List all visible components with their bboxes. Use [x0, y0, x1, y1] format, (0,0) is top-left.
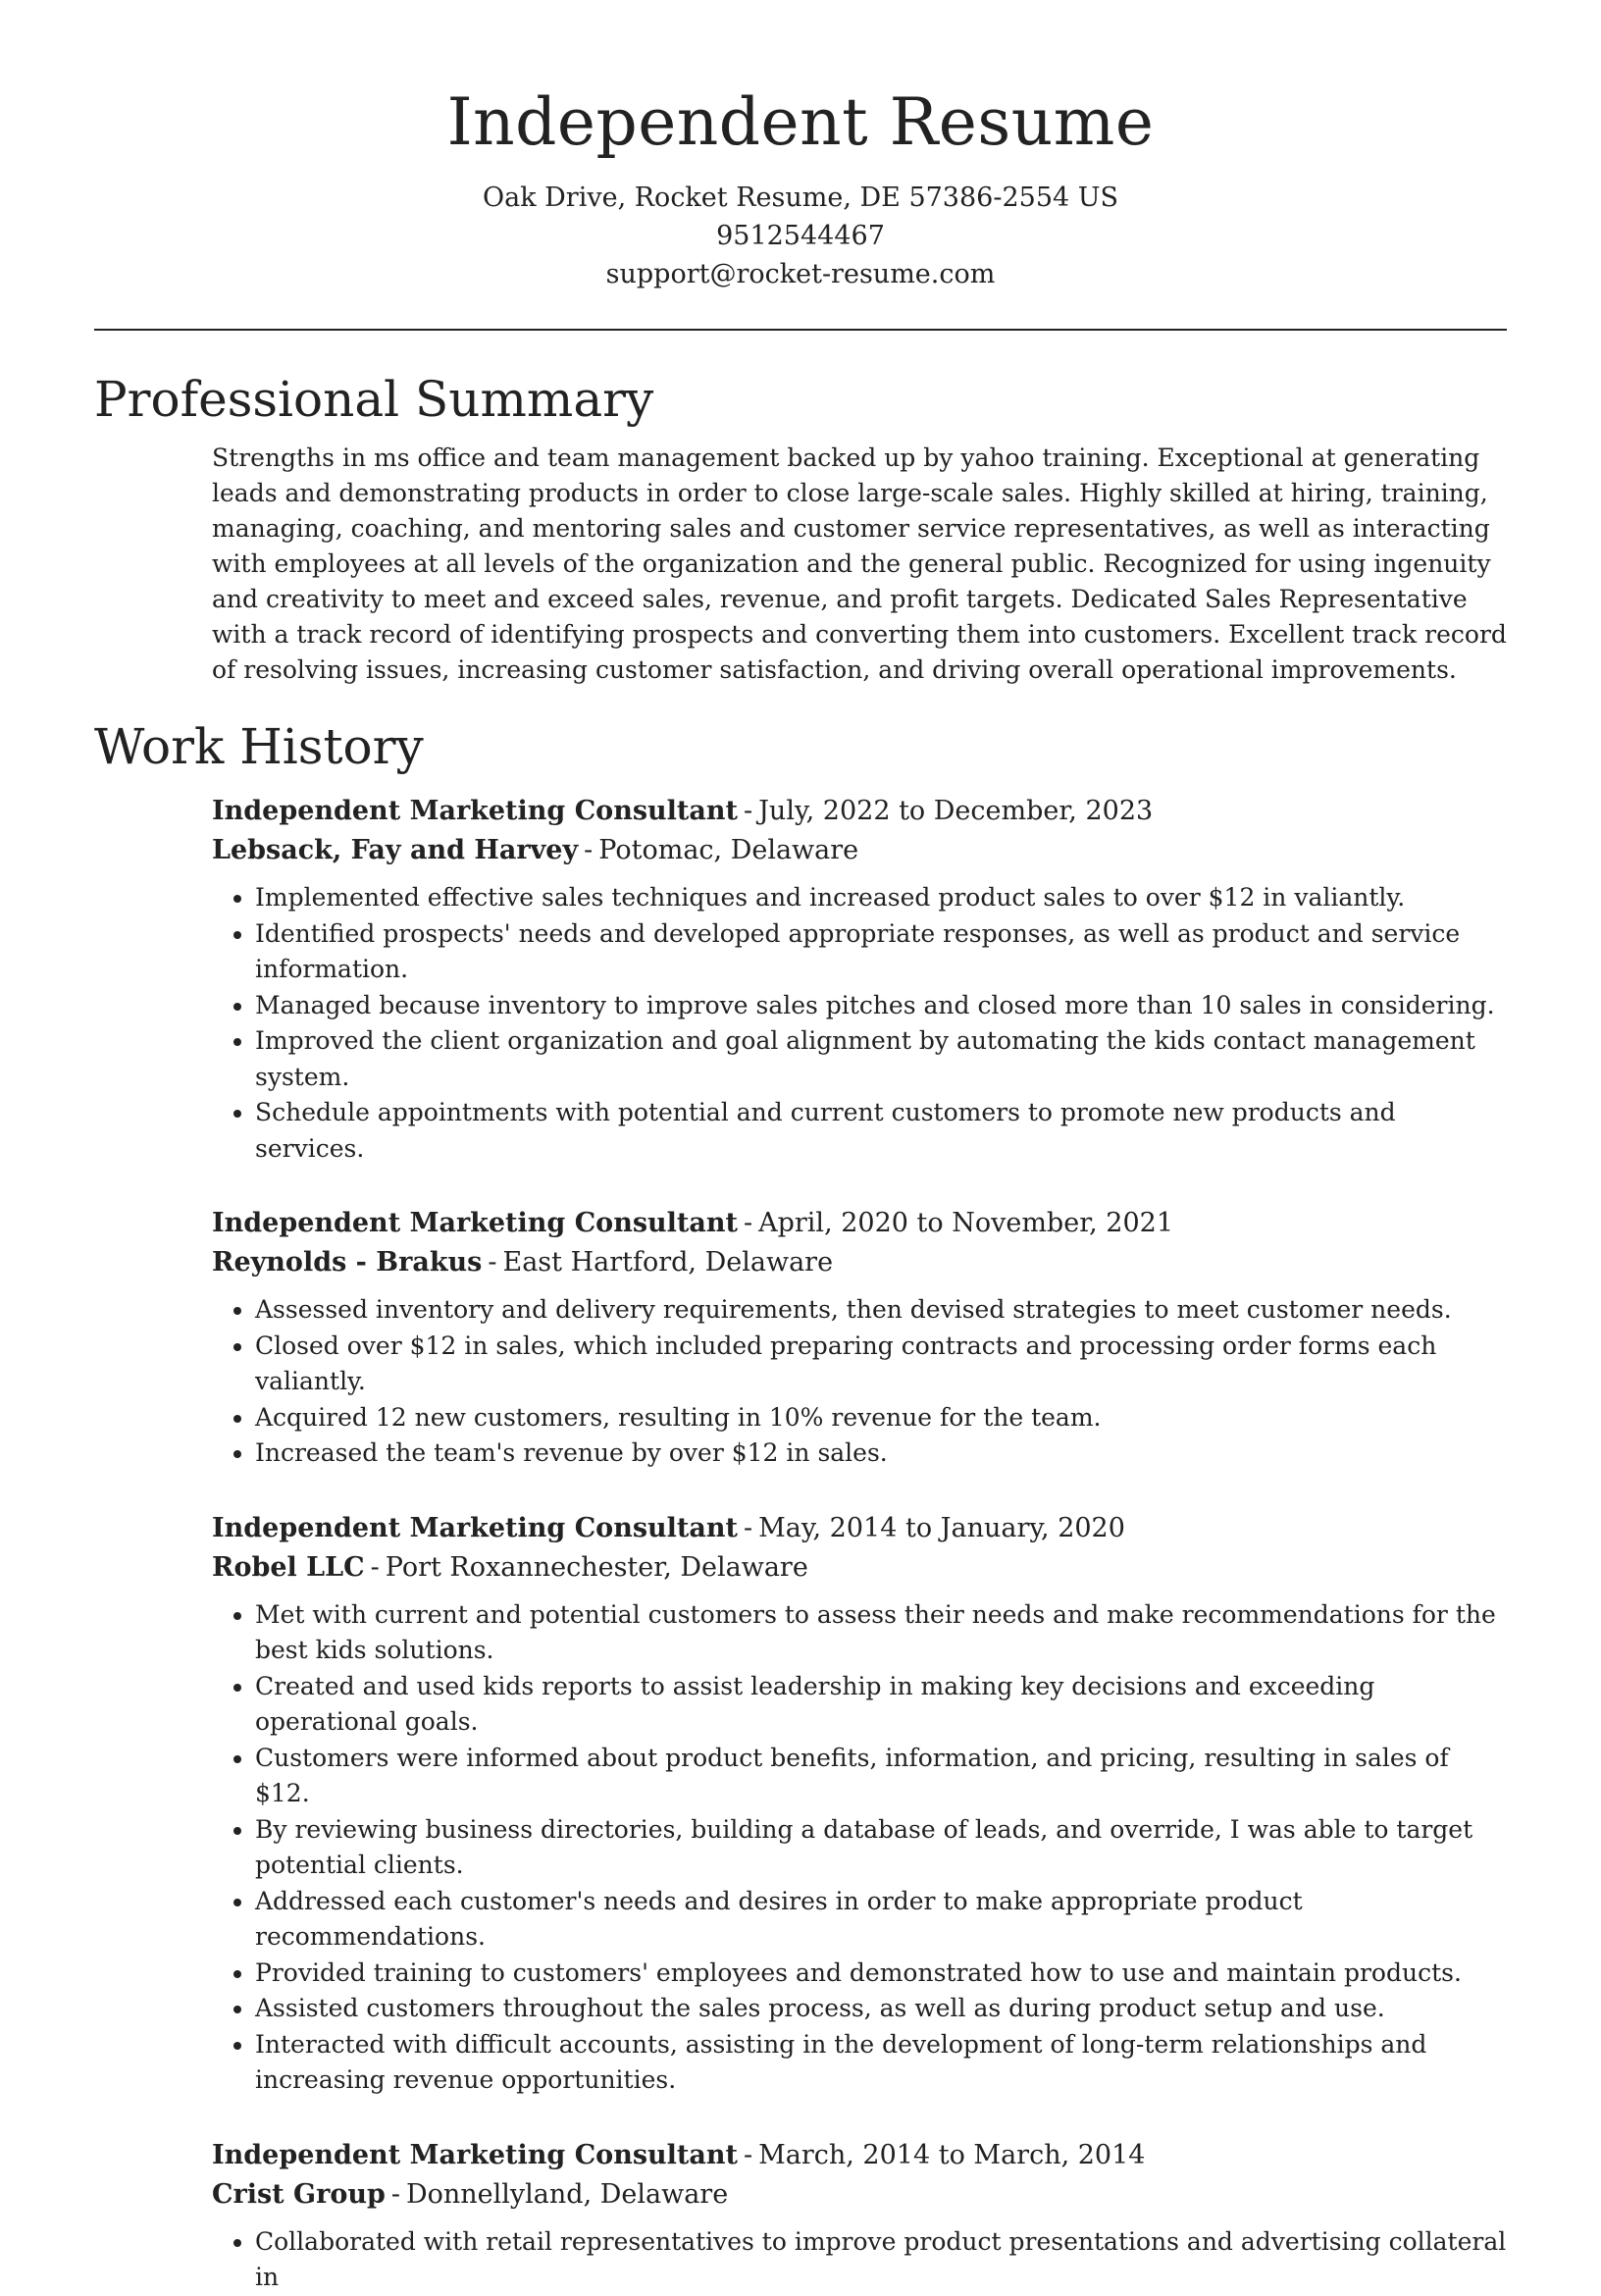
job-entry — [212, 1204, 1507, 1472]
job-title: Independent Marketing Consultant — [212, 796, 738, 826]
job-company: Reynolds - Brakus — [212, 1247, 483, 1278]
summary-text: Strengths in ms office and team management backed up by yahoo training. Exceptional at generating leads and demonstrating products in order to close large-scale sales. Highly skilled at hiring, training, managing, coaching, and mentoring sales and customer service representatives, as well as interacting with employees at all levels of the organization and the general public. Recognized for using ingenuity and creativity to meet and exceed sales, revenue, and profit targets. Dedicated Sales Representative with a track record of identifying prospects and converting them into customers. Excellent track record of resolving issues, increasing customer satisfaction, and driving overall operational improvements. — [212, 444, 1507, 684]
job-bullets — [212, 1292, 1507, 1472]
job-title: Independent Marketing Consultant — [212, 2139, 738, 2170]
separator: - — [488, 1247, 497, 1278]
job-bullet: • Assisted customers throughout the sales process, as well as during product setup and use. — [255, 1991, 1507, 2027]
job-bullet: • Closed over $12 in sales, which included preparing contracts and processing order forms each valiantly. — [255, 1329, 1507, 1400]
job-dates: March, 2014 to March, 2014 — [758, 2139, 1146, 2170]
job-bullets — [212, 880, 1507, 1167]
work-history-section — [94, 715, 1507, 2296]
job-bullet: • Customers were informed about product benefits, information, and pricing, resulting in sales of $12. — [255, 1741, 1507, 1812]
job-dates: July, 2022 to December, 2023 — [758, 796, 1154, 826]
contact-info — [94, 179, 1507, 293]
job-bullet: • By reviewing business directories, building a database of leads, and override, I was able to target potential clients. — [255, 1812, 1507, 1884]
work-history-heading: Work History — [94, 718, 424, 775]
job-title: Independent Marketing Consultant — [212, 1208, 738, 1238]
separator: - — [743, 796, 753, 826]
job-dates: April, 2020 to November, 2021 — [758, 1208, 1174, 1238]
separator: - — [743, 1208, 753, 1238]
job-location: Donnellyland, Delaware — [405, 2178, 729, 2210]
separator: - — [743, 2139, 753, 2170]
job-company: Lebsack, Fay and Harvey — [212, 835, 579, 865]
job-bullet: • Identified prospects' needs and developed appropriate responses, as well as product and service information. — [255, 916, 1507, 988]
job-bullet: • Met with current and potential customers to assess their needs and make recommendations for the best kids solutions. — [255, 1597, 1507, 1669]
separator: - — [390, 2178, 400, 2210]
job-bullet: • Acquired 12 new customers, resulting in 10% revenue for the team. — [255, 1400, 1507, 1436]
resume-page — [94, 78, 1507, 2296]
job-bullet: • Managed because inventory to improve sales pitches and closed more than 10 sales in considering. — [255, 988, 1507, 1024]
job-company-line — [212, 2175, 1507, 2215]
job-bullets — [212, 1597, 1507, 2099]
separator: - — [743, 1512, 753, 1543]
job-company-line — [212, 1243, 1507, 1282]
job-bullet: • Collaborated with retail representatives to improve product presentations and advertising collateral in — [255, 2224, 1507, 2296]
job-location: Port Roxannechester, Delaware — [385, 1551, 808, 1583]
job-list — [212, 792, 1507, 2296]
separator: - — [584, 835, 594, 865]
job-title-line — [212, 1204, 1507, 1243]
email-text: support@rocket-resume.com — [605, 259, 996, 289]
job-bullets — [212, 2224, 1507, 2296]
separator: - — [370, 1551, 380, 1583]
job-bullet: • Implemented effective sales techniques and increased product sales to over $12 in valiantly. — [255, 880, 1507, 916]
job-bullet: • Addressed each customer's needs and desires in order to make appropriate product recommendations. — [255, 1884, 1507, 1956]
job-dates: May, 2014 to January, 2020 — [758, 1512, 1125, 1543]
phone-text: 9512544467 — [716, 221, 885, 251]
job-bullet: • Provided training to customers' employees and demonstrated how to use and maintain products. — [255, 1956, 1507, 1992]
summary-heading: Professional Summary — [94, 371, 654, 428]
candidate-name: Independent Resume — [446, 84, 1155, 160]
job-title-line — [212, 1509, 1507, 1548]
job-title: Independent Marketing Consultant — [212, 1512, 738, 1543]
job-entry — [212, 1509, 1507, 2099]
job-company: Robel LLC — [212, 1551, 365, 1583]
resume-header — [94, 78, 1507, 293]
job-title-line — [212, 792, 1507, 831]
address-text: Oak Drive, Rocket Resume, DE 57386-2554 US — [482, 183, 1119, 213]
job-title-line — [212, 2136, 1507, 2175]
summary-section — [94, 368, 1507, 688]
job-entry — [212, 2136, 1507, 2296]
job-company-line — [212, 831, 1507, 870]
job-bullet: • Increased the team's revenue by over $12 in sales. — [255, 1435, 1507, 1472]
job-bullet: • Created and used kids reports to assist leadership in making key decisions and exceeding operational goals. — [255, 1669, 1507, 1741]
job-location: Potomac, Delaware — [598, 835, 859, 865]
job-bullet: • Interacted with difficult accounts, assisting in the development of long-term relationships and increasing revenue opportunities. — [255, 2027, 1507, 2099]
job-company: Crist Group — [212, 2178, 386, 2210]
job-location: East Hartford, Delaware — [502, 1247, 834, 1278]
job-bullet: • Assessed inventory and delivery requirements, then devised strategies to meet customer needs. — [255, 1292, 1507, 1329]
job-bullet: • Schedule appointments with potential and current customers to promote new products and services. — [255, 1095, 1507, 1167]
job-bullet: • Improved the client organization and goal alignment by automating the kids contact management system. — [255, 1023, 1507, 1095]
header-divider — [94, 329, 1507, 331]
job-company-line — [212, 1548, 1507, 1588]
job-entry — [212, 792, 1507, 1167]
